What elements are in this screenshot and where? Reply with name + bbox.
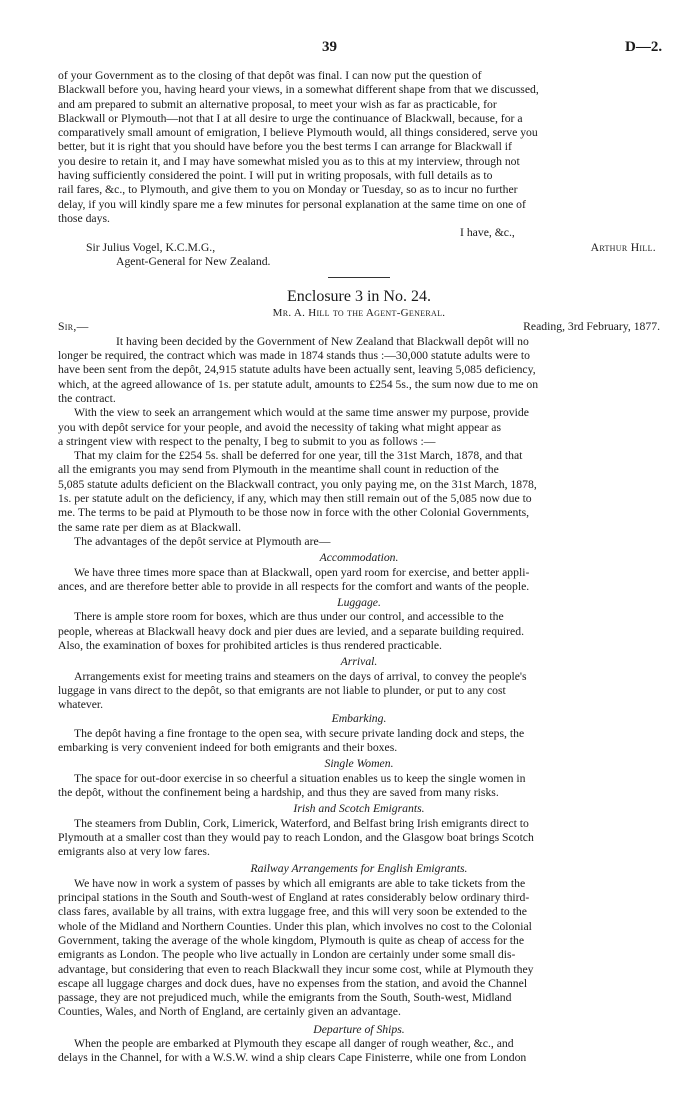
- text-line: principal stations in the South and South-west of England at rates considerably below ordinary third-: [58, 891, 530, 905]
- text-line: 1s. per statute adult on the deficiency, if any, which may then still remain out of the 5,085 now due to: [58, 492, 532, 506]
- text-line: luggage in vans direct to the depôt, so that emigrants are not liable to plunder, or put to any cost: [58, 683, 506, 697]
- text-line: the same rate per diem as at Blackwall.: [58, 520, 242, 534]
- valediction: I have, &c.,: [460, 226, 515, 240]
- text-line: a stringent view with respect to the penalty, I beg to submit to you as follows :—: [58, 434, 436, 448]
- text-line: Arrangements exist for meeting trains and steamers on the days of arrival, to convey the people's: [74, 669, 527, 683]
- text-line: delays in the Channel, for with a W.S.W. wind a ship clears Cape Finisterre, while one from London: [58, 1051, 527, 1065]
- text-line: people, whereas at Blackwall heavy dock and pier dues are levied, and a separate building required.: [58, 624, 525, 638]
- text-line: delay, if you will kindly spare me a few minutes for personal explanation at the same time on one of: [58, 197, 526, 211]
- text-line: emigrants also at very low fares.: [58, 845, 210, 859]
- section-heading-irish-scotch: Irish and Scotch Emigrants.: [293, 802, 425, 816]
- text-line: With the view to seek an arrangement which would at the same time answer my purpose, provide: [74, 406, 529, 420]
- page-header: [0, 40, 700, 60]
- section-heading-single-women: Single Women.: [324, 757, 394, 771]
- text-line: whole of the Midland and Northern Counties. Under this plan, which involves no cost to the Colonial: [58, 919, 532, 933]
- signature: Arthur Hill.: [590, 240, 656, 254]
- salutation: Sir,—: [58, 320, 89, 334]
- text-line: Blackwall or Plymouth—not that I at all desire to urge the continuance of Blackwall, because, for a: [58, 111, 523, 125]
- paragraph: [58, 535, 660, 549]
- text-line: It having been decided by the Government of New Zealand that Blackwall depôt will no: [116, 334, 529, 348]
- text-line: Counties, Wales, and North of England, are certainly given an advantage.: [58, 1005, 401, 1019]
- text-line: embarking is very convenient indeed for both emigrants and their boxes.: [58, 741, 398, 755]
- text-line: We have three times more space than at Blackwall, open yard room for exercise, and better appli-: [74, 565, 530, 579]
- text-line: better, but it is right that you should have before you the best terms I can arrange for Blackwall if: [58, 140, 512, 154]
- addressee-title: Agent-General for New Zealand.: [116, 254, 271, 268]
- text-line: That my claim for the £254 5s. shall be deferred for one year, till the 31st March, 1878, and that: [74, 449, 523, 463]
- text-line: class fares, available by all trains, with extra luggage free, and this will very soon be extended to the: [58, 905, 527, 919]
- section-heading-accommodation: Accommodation.: [319, 551, 399, 565]
- text-line: We have now in work a system of passes by which all emigrants are able to take tickets from the: [74, 876, 526, 890]
- section-heading-departure: Departure of Ships.: [313, 1022, 405, 1036]
- text-line: all the emigrants you may send from Plymouth in the meantime shall count in reduction of the: [58, 463, 499, 477]
- text-line: the contract.: [58, 391, 116, 405]
- text-line: Plymouth at a smaller cost than they would pay to reach London, and the Glasgow boat brings Scotch: [58, 830, 534, 844]
- text-line: and am prepared to submit an alternative proposal, to meet your wish as far as practicable, for: [58, 97, 497, 111]
- text-line: Blackwall before you, having heard your views, in a somewhat different shape from that we discussed,: [58, 83, 539, 97]
- text-line: which, at the agreed allowance of 1s. per statute adult, amounts to £254 5s., the sum now due to me on: [58, 377, 539, 391]
- place-date: Reading, 3rd February, 1877.: [523, 320, 660, 334]
- text-line: 5,085 statute adults deficient on the Blackwall contract, you only paying me, on the 31st March, 1878,: [58, 477, 537, 491]
- letter-closing-paragraph: [58, 69, 660, 226]
- text-line: me. The terms to be paid at Plymouth to be those now in force with the other Colonial Governments,: [58, 506, 530, 520]
- section-heading-luggage: Luggage.: [337, 596, 381, 610]
- page-body: [58, 69, 660, 1066]
- text-line: having sufficiently considered the point. I will put in writing proposals, with full details as to: [58, 169, 493, 183]
- salutation-row: [58, 320, 660, 334]
- text-line: of your Government as to the closing of that depôt was final. I can now put the question of: [58, 69, 482, 82]
- text-line: Government, taking the average of the whole kingdom, Plymouth is quite as cheap of access for the: [58, 933, 525, 947]
- enclosure-subtitle: Mr. A. Hill to the Agent-General.: [272, 307, 446, 320]
- text-line: longer be required, the contract which was made in 1874 stands thus :—30,000 statute adults were to: [58, 349, 530, 363]
- text-line: ances, and are therefore better able to provide in all respects for the comfort and wants of the people.: [58, 579, 530, 593]
- text-line: the depôt, without the confinement being a hardship, and thus they are saved from many risks.: [58, 785, 499, 799]
- text-line: you desire to retain it, and I may have somewhat misled you as to this at my interview, through not: [58, 154, 520, 168]
- text-line: When the people are embarked at Plymouth they escape all danger of rough weather, &c., and: [74, 1037, 514, 1050]
- document-reference: D—2.: [625, 39, 663, 55]
- addressee-name: Sir Julius Vogel, K.C.M.G.,: [86, 240, 216, 254]
- section-heading-embarking: Embarking.: [331, 712, 387, 726]
- paragraph: [58, 449, 660, 535]
- text-line: have been sent from the depôt, 24,915 statute adults have been actually sent, leaving 5,085 deficiency,: [58, 363, 536, 377]
- page-number: 39: [322, 39, 337, 55]
- section-divider: [328, 277, 390, 278]
- text-line: those days.: [58, 211, 110, 225]
- text-line: The depôt having a fine frontage to the open sea, with secure private landing dock and steps, the: [74, 726, 525, 740]
- section-heading-arrival: Arrival.: [340, 655, 378, 669]
- signature-row: [58, 241, 660, 255]
- text-line: Also, the examination of boxes for prohibited articles is thus rendered practicable.: [58, 638, 442, 652]
- text-line: There is ample store room for boxes, which are thus under our control, and accessible to the: [74, 610, 504, 624]
- text-line: rail fares, &c., to Plymouth, and give them to you on Monday or Tuesday, so as to incur no further: [58, 183, 518, 197]
- paragraph: [58, 335, 660, 406]
- text-line: The advantages of the depôt service at Plymouth are—: [74, 534, 331, 548]
- text-line: you with depôt service for your people, and avoid the necessity of taking what might appear as: [58, 420, 502, 434]
- text-line: escape all luggage charges and dock dues, have no expenses from the station, and avoid the Channel: [58, 976, 528, 990]
- paragraph: [58, 406, 660, 449]
- text-line: The space for out-door exercise in so cheerful a situation enables us to keep the single women in: [74, 771, 526, 785]
- text-line: passage, they are not prejudiced much, while the emigrants from the South, South-west, Midland: [58, 991, 512, 1005]
- section-heading-railway: Railway Arrangements for English Emigrants.: [250, 862, 468, 876]
- text-line: whatever.: [58, 698, 104, 712]
- text-line: The steamers from Dublin, Cork, Limerick, Waterford, and Belfast bring Irish emigrants direct to: [74, 816, 529, 830]
- text-line: advantage, but considering that even to reach Blackwall they incur some cost, while at Plymouth they: [58, 962, 534, 976]
- text-line: emigrants as London. The people who live actually in London are certainly under some small dis-: [58, 948, 516, 962]
- text-line: comparatively small amount of emigration, I believe Plymouth would, all things considered, serve you: [58, 126, 538, 140]
- enclosure-title: Enclosure 3 in No. 24.: [287, 288, 431, 306]
